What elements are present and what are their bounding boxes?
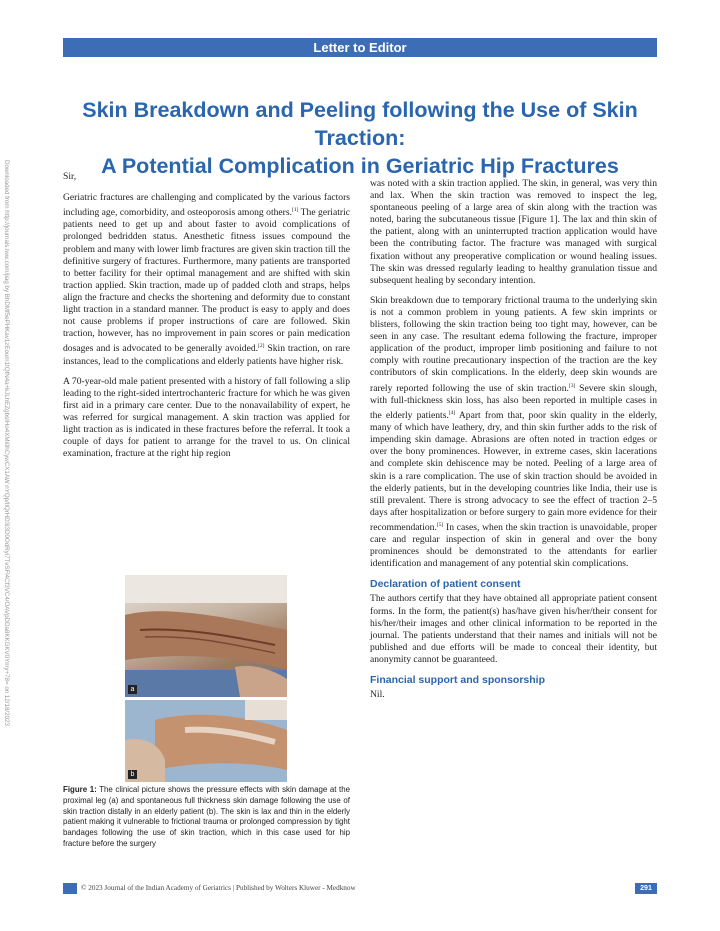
citation-5: [5] (436, 521, 444, 528)
heading-patient-consent: Declaration of patient consent (370, 578, 521, 591)
text-run: Skin traction, on rare instances, lead to the complications and elderly patients have higher risk. (63, 343, 351, 367)
download-watermark-text: Downloaded from http://journals.lww.com/jiag by BhDMf5ePHKav1zEoum1tQfN4a+kJLhEZgbsIHo4XMi0hCywCX1AW nYQp/IlQrHD3i3D0OdRyi7TvSFl4Cf3VC4/OAVpDDa8KKGKV0Ymy+78= on 12/18/2023 (3, 160, 10, 726)
clinical-photo-a (125, 575, 287, 697)
citation-4: [4] (448, 409, 456, 416)
footer-copyright: © 2023 Journal of the Indian Academy of Geriatrics | Published by Wolters Kluwer - Medknow (81, 884, 356, 892)
page-footer (63, 883, 657, 894)
caption-text: The clinical picture shows the pressure effects with skin damage at the proximal leg (a) and spontaneous full thickness skin damage following the use of skin traction distally in an elderly patient (b). The skin is lax and thin in the elderly patient making it vulnerable to frictional trauma or prolonged compression by tight bandages following the use of skin traction, which in this case used for hip fracture before the surgery (63, 785, 350, 848)
footer-accent (63, 883, 77, 894)
panel-label-b: b (128, 770, 137, 779)
page-number: 291 (635, 883, 657, 894)
figure-1 (125, 575, 287, 782)
text-run: Apart from that, poor skin quality in the elderly, many of which have leathery, dry, and thin skin further adds to the risk of impending skin damage. Abrasions are often noted in traction edges or over the bony prominences. However, in extreme cases, skin lacerations and complete skin dehiscence may be noted. Peeling of a large area of skin is a rare complication. The use of skin traction should be avoided in the elderly patients, but in the developing countries like India, their use is still prevalent. There is strong advocacy to see the effect of traction 2–5 days after hospitalization or before surgery to gain more evidence for their recommendation. (370, 410, 657, 534)
title-line-2: A Potential Complication in Geriatric Hip Fractures (101, 154, 619, 178)
citation-1: [1] (292, 207, 299, 214)
article-title (40, 96, 680, 180)
text-run: Severe skin slough, with full-thickness skin loss, has also been reported in multiple cases in the elderly patients. (370, 382, 657, 422)
paragraph-case: A 70-year-old male patient presented with a history of fall following a slip leading to the right-sided intertrochanteric fracture for which he was given first aid in a primary care center. Due to the nonavailability of expert, he was referred for surgical management. A skin traction was applied for light traction as is indicated in these fractures before the referral. It took a couple of days for patient to arrange for the travel to us. On clinical examination, fracture at the right hip region (63, 375, 350, 460)
paragraph-case-continued: was noted with a skin traction applied. The skin, in general, was very thin and lax. When the skin traction was removed to inspect the leg, spontaneous peeling of a large area of skin along with the traction was noted, baring the subcutaneous tissue [Figure 1]. The lax and thin skin of the patient, along with an uninterrupted traction application would have been the contributing factor. The fracture was managed with surgical fixation without any preoperative complication or wound healing issues. The skin was dressed regularly leading to healthy granulation tissue and subsequent healing by secondary intention. (370, 178, 657, 286)
right-column (370, 178, 657, 709)
paragraph-discussion (370, 295, 657, 571)
panel-label-a: a (128, 685, 137, 694)
citation-2: [2] (258, 343, 265, 350)
section-banner: Letter to Editor (63, 38, 657, 57)
clinical-photo-a-drawing (125, 575, 287, 697)
paragraph-consent: The authors certify that they have obtained all appropriate patient consent forms. In the form, the patient(s) has/have given his/her/their consent for his/her/their images and other clinical information to be reported in the journal. The patients understand that their names and initials will not be published and due efforts will be made to conceal their identity, but anonymity cannot be guaranteed. (370, 593, 657, 665)
figure-caption (63, 785, 350, 850)
heading-financial-support: Financial support and sponsorship (370, 674, 546, 687)
paragraph-intro (63, 192, 350, 368)
caption-label: Figure 1: (63, 785, 97, 794)
text-run: In cases, when the skin traction is unavoidable, proper care and regular inspection of skin in general and over the bony prominences should be demonstrated to the attendants for earlier identification and management of any potential skin complications. (370, 522, 657, 570)
clinical-photo-b (125, 700, 287, 782)
paragraph-funding: Nil. (370, 689, 385, 701)
clinical-photo-b-drawing (125, 700, 287, 782)
left-column (63, 171, 350, 468)
salutation: Sir, (63, 171, 77, 182)
title-line-1: Skin Breakdown and Peeling following the Use of Skin Traction: (82, 98, 638, 150)
text-run: Geriatric fractures are challenging and complicated by the various factors including age, comorbidity, and osteoporosis among others. (63, 192, 350, 219)
citation-3: [3] (568, 382, 576, 389)
text-run: Skin breakdown due to temporary frictional trauma to the underlying skin is not a common problem in young patients. A few skin imprints or blisters, following the skin traction being too tight may, however, can be seen in any case. The resultant edema following the fracture, improper application of the product, improper limb positioning and failure to not comply with routine precautionary inspection of the traction are the key contributors of skin complications. In the elderly, deep skin wounds are rarely reported following the use of skin traction. (370, 294, 657, 394)
text-run: The geriatric patients need to get up and about faster to avoid complications of prolonged bedridden status. Anesthetic fitness issues compound the problem and many with lower limb fractures are given skin traction till the definitive surgery of fractures. Furthermore, many patients are transported to better facility for their optimal management and are shifted with skin traction applied. Skin traction, made up of padded cloth and straps, helps align the fracture and checks the shortening and deformity due to constant light traction in a standard manner. The product is easy to apply and does not cause problems if proper instructions of care are followed. Skin traction, however, has no improvement in pain scores or pain medication dosages and is advocated to be generally avoided. (63, 207, 350, 355)
